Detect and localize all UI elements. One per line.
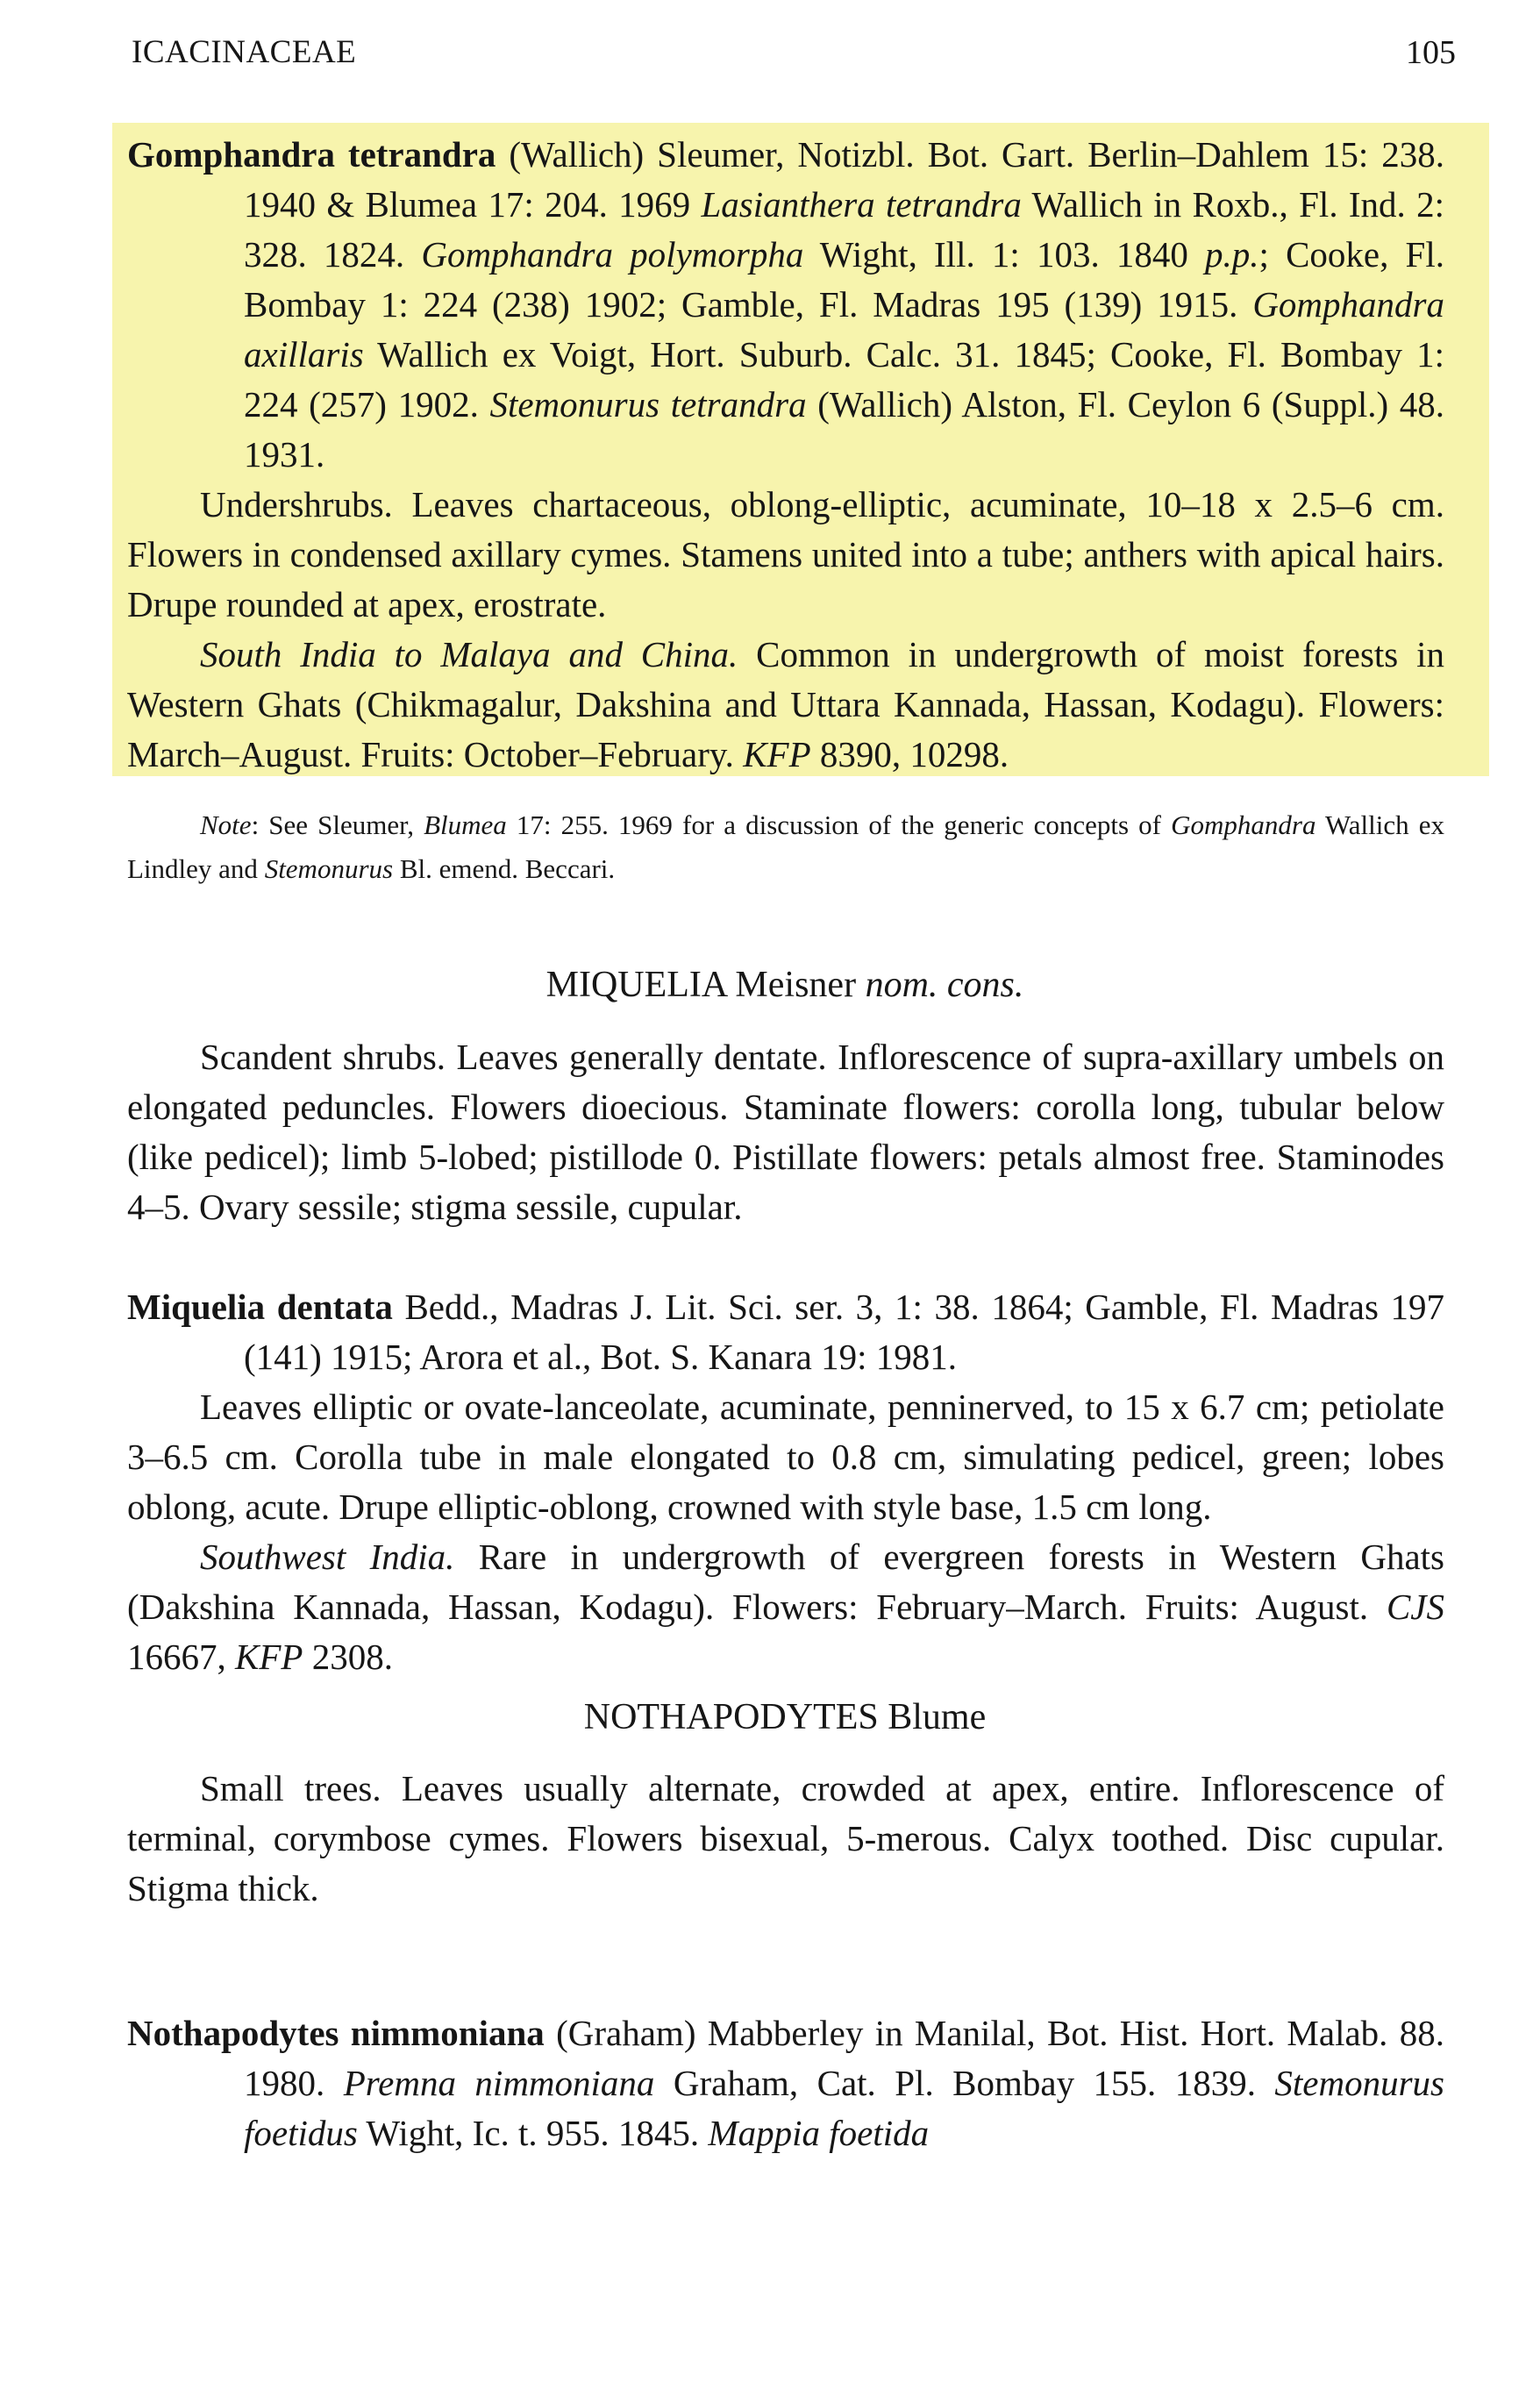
genus-name: NOTHAPODYTES [583,1697,879,1737]
synonym: Premna nimmoniana [343,2063,655,2103]
species-citation: Miquelia dentata Bedd., Madras J. Lit. Sci. ser. 3, 1: 38. 1864; Gamble, Fl. Madras 197 (141) 1915; Arora et al., Bot. S. Kanara 19: 1981. [127,1287,1444,1377]
distribution-region: Southwest India. [200,1537,455,1577]
species-name: Miquelia dentata [127,1287,393,1327]
synonym: Gomphandra axillaris [244,284,1444,374]
synonym: Stemonurus foetidus [244,2063,1444,2153]
species-distribution: South India to Malaya and China. Common in undergrowth of moist forests in Western Ghats (Chikmagalur, Dakshina and Uttara Kannada, Hassan, Kodagu). Flowers: March–August. Fruits: October–February. KFP 8390, 10298. [127,634,1444,774]
synonym: Mappia foetida [708,2113,930,2153]
synonym: Gomphandra polymorpha [421,234,804,275]
note-label: Note [200,809,252,840]
species-citation: Nothapodytes nimmoniana (Graham) Mabberley in Manilal, Bot. Hist. Hort. Malab. 88. 1980. Premna nimmoniana Graham, Cat. Pl. Bombay 155. 1839. Stemonurus foetidus Wight, Ic. t. 955. 1845. Mappia foetida [127,2013,1444,2153]
genus-description-nothapodytes: Small trees. Leaves usually alternate, crowded at apex, entire. Inflorescence of terminal, corymbose cymes. Flowers bisexual, 5-merous. Calyx toothed. Disc cupular. Stigma thick. [127,1768,1444,1908]
genus-heading-miquelia: MIQUELIA Meisner nom. cons. [545,965,1024,1005]
genus-description-miquelia: Scandent shrubs. Leaves generally dentate. Inflorescence of supra-axillary umbels on elongated peduncles. Flowers dioecious. Staminate flowers: corolla long, tubular below (like pedicel); limb 5-lobed; pistillode 0. Pistillate flowers: petals almost free. Staminodes 4–5. Ovary sessile; stigma sessile, cupular. [127,1037,1444,1227]
species-distribution: Southwest India. Rare in undergrowth of evergreen forests in Western Ghats (Dakshina Kannada, Hassan, Kodagu). Flowers: February–March. Fruits: August. CJS 16667, KFP 2308. [127,1537,1444,1677]
species-description: Undershrubs. Leaves chartaceous, oblong-elliptic, acuminate, 10–18 x 2.5–6 cm. Flowers in condensed axillary cymes. Stamens united into a tube; anthers with apical hairs. Drupe rounded at apex, erostrate. [127,484,1444,624]
genus-name: MIQUELIA [545,965,726,1005]
synonym: Stemonurus tetrandra [489,384,807,424]
species-entry-nothapodytes-nimmoniana [127,2008,1444,2158]
page-number: 105 [1406,34,1456,71]
note-paragraph: Note: See Sleumer, Blumea 17: 255. 1969 for a discussion of the generic concepts of Gomphandra Wallich ex Lindley and Stemonurus Bl. emend. Beccari. [127,809,1444,884]
species-name: Gomphandra tetrandra [127,134,496,175]
genus-heading-nothapodytes: NOTHAPODYTES Blume [583,1697,987,1737]
genus-status: nom. cons. [865,965,1024,1005]
running-head: ICACINACEAE [132,34,357,70]
species-name: Nothapodytes nimmoniana [127,2013,545,2053]
synonym: Lasianthera tetrandra [701,184,1022,225]
species-entry-miquelia-dentata [127,1282,1444,1682]
herbarium-code: KFP [235,1637,303,1677]
species-entry-gomphandra-tetrandra [127,130,1444,780]
herbarium-code: KFP [743,734,811,774]
species-citation: Gomphandra tetrandra (Wallich) Sleumer, Notizbl. Bot. Gart. Berlin–Dahlem 15: 238. 1940 & Blumea 17: 204. 1969 Lasianthera tetrandra Wallich in Roxb., Fl. Ind. 2: 328. 1824. Gomphandra polymorpha Wight, Ill. 1: 103. 1840 p.p.; Cooke, Fl. Bombay 1: 224 (238) 1902; Gamble, Fl. Madras 195 (139) 1915. Gomphandra axillaris Wallich ex Voigt, Hort. Suburb. Calc. 31. 1845; Cooke, Fl. Bombay 1: 224 (257) 1902. Stemonurus tetrandra (Wallich) Alston, Fl. Ceylon 6 (Suppl.) 48. 1931. [127,134,1445,474]
species-description: Leaves elliptic or ovate-lanceolate, acuminate, penninerved, to 15 x 6.7 cm; petiolate 3–6.5 cm. Corolla tube in male elongated to 0.8 cm, simulating pedicel, green; lobes oblong, acute. Drupe elliptic-oblong, crowned with style base, 1.5 cm long. [127,1387,1444,1527]
pro-parte: p.p. [1205,234,1259,275]
distribution-region: South India to Malaya and China. [200,634,738,674]
herbarium-code: CJS [1386,1587,1444,1627]
